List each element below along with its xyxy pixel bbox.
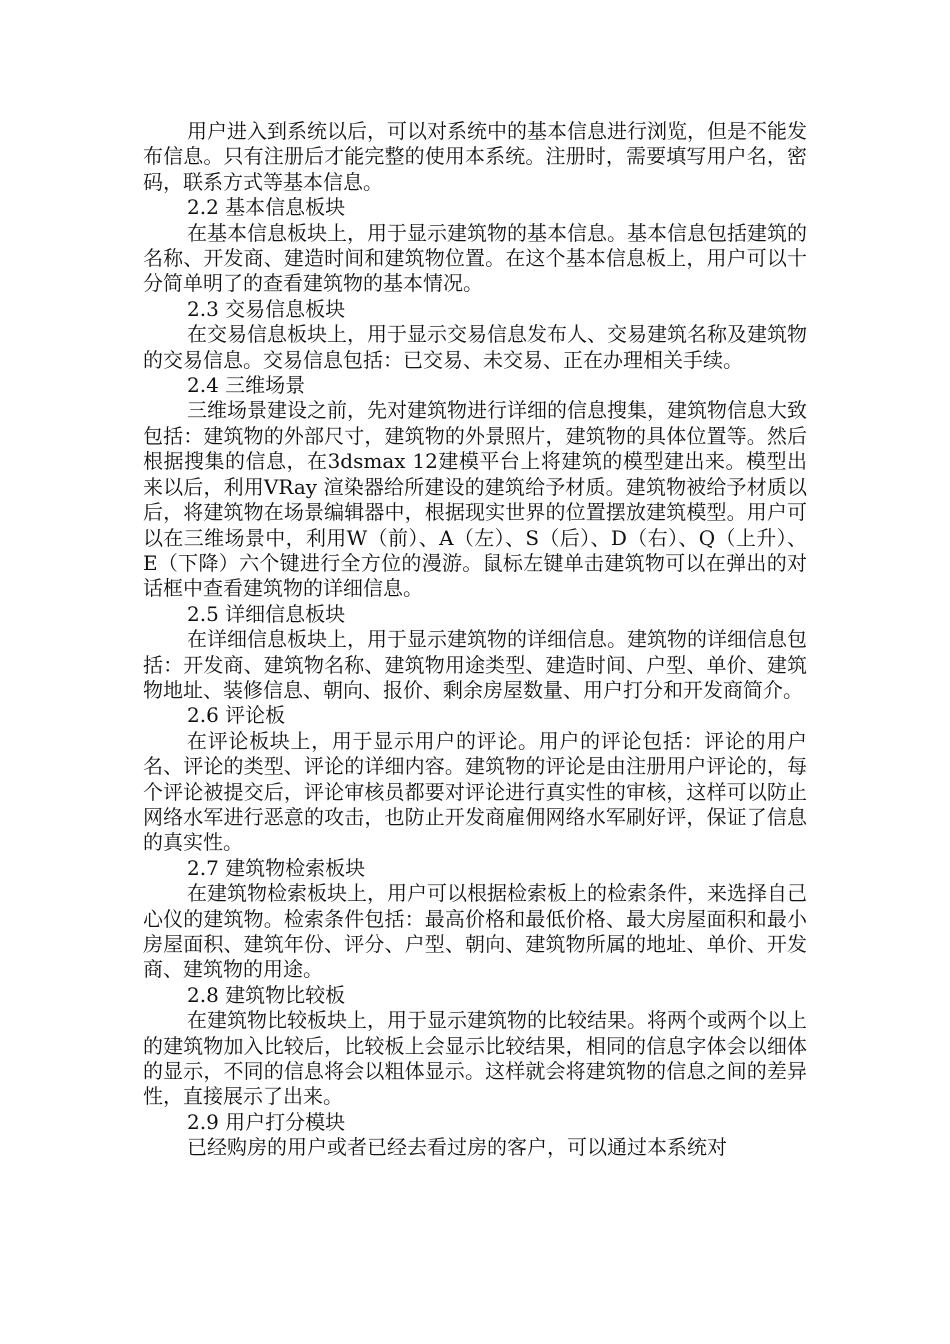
section-heading-2-2: 2.2 基本信息板块 bbox=[187, 195, 346, 220]
paragraph-trade-info: 在交易信息板块上，用于显示交易信息发布人、交易建筑名称及建筑物的交易信息。交易信息包括：已交易、未交易、正在办理相关手续。 bbox=[143, 322, 807, 372]
section-heading-2-9: 2.9 用户打分模块 bbox=[187, 1109, 346, 1134]
paragraph-basic-info: 在基本信息板块上，用于显示建筑物的基本信息。基本信息包括建筑的名称、开发商、建造时间和建筑物位置。在这个基本信息板上，用户可以十分简单明了的查看建筑物的基本情况。 bbox=[143, 220, 807, 296]
section-heading-2-5: 2.5 详细信息板块 bbox=[187, 601, 346, 626]
section-heading-2-4: 2.4 三维场景 bbox=[187, 373, 306, 398]
section-heading-2-8: 2.8 建筑物比较板 bbox=[187, 982, 346, 1007]
paragraph-detail-info: 在详细信息板块上，用于显示建筑物的详细信息。建筑物的详细信息包括：开发商、建筑物名称、建筑物用途类型、建造时间、户型、单价、建筑物地址、装修信息、朝向、报价、剩余房屋数量、用户打分和开发商简介。 bbox=[143, 627, 807, 702]
paragraph-search: 在建筑物检索板块上，用户可以根据检索板上的检索条件，来选择自己心仪的建筑物。检索条件包括：最高价格和最低价格、最大房屋面积和最小房屋面积、建筑年份、评分、户型、朝向、建筑物所属的地址、单价、开发商、建筑物的用途。 bbox=[143, 881, 807, 982]
paragraph-comments: 在评论板块上，用于显示用户的评论。用户的评论包括：评论的用户名、评论的类型、评论的详细内容。建筑物的评论是由注册用户评论的，每个评论被提交后，评论审核员都要对评论进行真实性的审核，这样可以防止网络水军进行恶意的攻击，也防止开发商雇佣网络水军刷好评，保证了信息的真实性。 bbox=[143, 728, 807, 855]
paragraph-3d-scene: 三维场景建设之前，先对建筑物进行详细的信息搜集，建筑物信息大致包括：建筑物的外部尺寸，建筑物的外景照片，建筑物的具体位置等。然后根据搜集的信息，在3dsmax 12建模平台上将建筑的模型建出来。模型出来以后，利用VRay 渲染器给所建设的建筑给予材质。建筑物被给予材质以后，将建筑物在场景编辑器中，根据现实世界的位置摆放建筑模型。用户可以在三维场景中，利用W（前）、A（左）、S（后）、D（右）、Q（上升）、E（下降）六个键进行全方位的漫游。鼠标左键单击建筑物可以在弹出的对话框中查看建筑物的详细信息。 bbox=[143, 398, 807, 601]
section-heading-2-6: 2.6 评论板 bbox=[187, 703, 286, 728]
paragraph-compare: 在建筑物比较板块上，用于显示建筑物的比较结果。将两个或两个以上的建筑物加入比较后，比较板上会显示比较结果，相同的信息字体会以细体的显示，不同的信息将会以粗体显示。这样就会将建筑物的信息之间的差异性，直接展示了出来。 bbox=[143, 1008, 807, 1109]
section-heading-2-3: 2.3 交易信息板块 bbox=[187, 296, 346, 321]
paragraph-rating: 已经购房的用户或者已经去看过房的客户，可以通过本系统对 bbox=[187, 1135, 727, 1160]
document-page bbox=[143, 119, 807, 1161]
paragraph-intro: 用户进入到系统以后，可以对系统中的基本信息进行浏览，但是不能发布信息。只有注册后才能完整的使用本系统。注册时，需要填写用户名，密码，联系方式等基本信息。 bbox=[143, 119, 807, 194]
section-heading-2-7: 2.7 建筑物检索板块 bbox=[187, 855, 366, 880]
